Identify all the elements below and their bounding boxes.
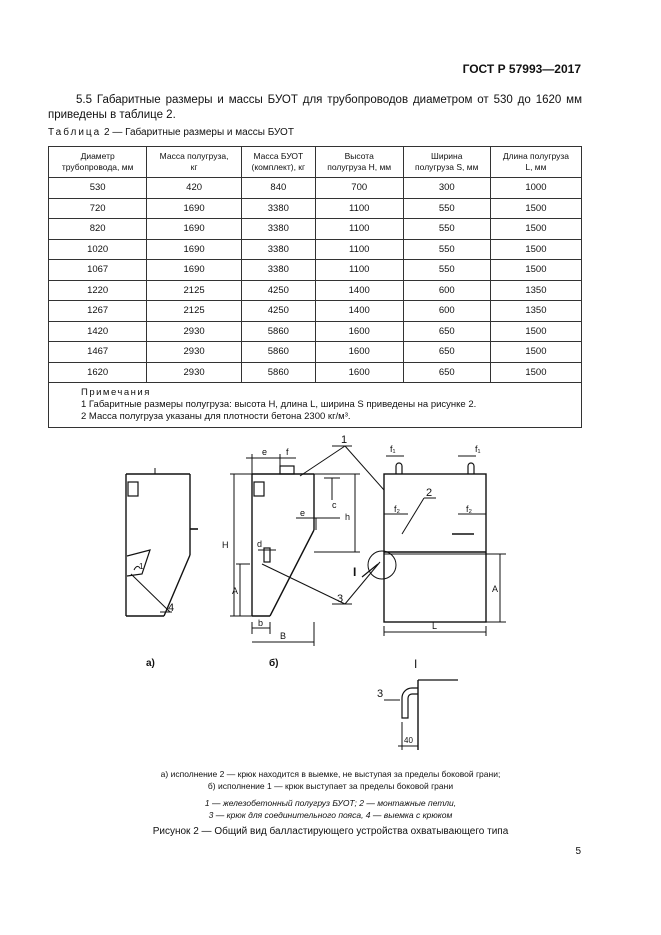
fig-dim-f2-left: f₂	[394, 504, 400, 514]
fig-dim-f2-right: f₂	[466, 504, 472, 514]
fig-dim-d: d	[257, 539, 263, 549]
note-2: 2 Масса полугруза указаны для плотности бетона 2300 кг/м³.	[81, 411, 351, 422]
intro-paragraph: 5.5 Габаритные размеры и массы БУОТ для трубопроводов диаметром от 530 до 1620 мм приведены в таблице 2.	[48, 94, 582, 121]
fig-dim-f: f	[286, 447, 289, 457]
fig-dim-H: H	[222, 540, 229, 550]
dimensions-table	[48, 146, 582, 428]
col-half-mass: Масса полугруза, кг	[147, 147, 242, 178]
caption-b: б) исполнение 1 — крюк выступает за пределы боковой грани	[207, 781, 454, 791]
fig-label-a: a)	[146, 658, 155, 669]
table-row: 1620 2930 5860 1600 650 1500	[49, 362, 582, 383]
table-row: 530 420 840 700 300 1000	[49, 178, 582, 199]
table-notes	[49, 383, 582, 428]
note-1: 1 Габаритные размеры полугруза: высота H, длина L, ширина S приведены на рисунке 2.	[81, 399, 477, 410]
table-row: 1420 2930 5860 1600 650 1500	[49, 321, 582, 342]
table-row: 1467 2930 5860 1600 650 1500	[49, 342, 582, 363]
figure-title: Рисунок 2 — Общий вид балластирующего устройства охватывающего типа	[152, 826, 509, 837]
fig-dim-h: h	[345, 512, 351, 522]
caption-legend-2: 3 — крюк для соединительного пояса, 4 — выемка с крюком	[208, 810, 453, 820]
table-header-row	[49, 147, 582, 178]
detail-I	[377, 657, 458, 750]
fig-label-4: 4	[168, 602, 175, 614]
notes-title: Примечания	[81, 387, 151, 398]
fig-dim-c: c	[332, 500, 337, 510]
col-length: Длина полугруза L, мм	[490, 147, 581, 178]
table-row: 720 1690 3380 1100 550 1500	[49, 198, 582, 219]
fig-dim-f1-right: f₁	[475, 444, 481, 454]
table-caption-prefix: Таблица	[48, 127, 102, 138]
fig-label-b: б)	[269, 658, 279, 669]
table-notes-row	[49, 383, 582, 428]
fig-label-I-callout: I	[353, 565, 357, 579]
fig-dim-A-right: A	[492, 584, 499, 594]
figure-2-drawing	[0, 430, 661, 760]
fig-dim-A: A	[232, 586, 239, 596]
fig-dim-e2: e	[300, 508, 306, 518]
fig-label-3-detail: 3	[377, 688, 384, 700]
col-diameter: Диаметр трубопровода, мм	[49, 147, 147, 178]
document-header: ГОСТ Р 57993—2017	[462, 62, 581, 76]
fig-dim-b: b	[258, 618, 264, 628]
col-width: Ширина полугруза S, мм	[403, 147, 490, 178]
view-b	[222, 447, 360, 669]
table-caption	[48, 127, 294, 138]
view-side	[353, 444, 506, 636]
fig-label-3: 3	[337, 593, 344, 605]
table-row: 1020 1690 3380 1100 550 1500	[49, 239, 582, 260]
fig-dim-40: 40	[404, 736, 413, 745]
fig-dim-f1-left: f₁	[390, 444, 396, 454]
caption-legend-1: 1 — железобетонный полугруз БУОТ; 2 — монтажные петли,	[204, 798, 457, 808]
fig-dim-e: e	[262, 447, 268, 457]
table-row: 820 1690 3380 1100 550 1500	[49, 219, 582, 240]
fig-label-1: 1	[341, 434, 348, 446]
col-height: Высота полугруза H, мм	[315, 147, 403, 178]
view-a	[126, 468, 198, 669]
table-row: 1267 2125 4250 1400 600 1350	[49, 301, 582, 322]
table-caption-text: 2 — Габаритные размеры и массы БУОТ	[104, 127, 294, 138]
caption-a: а) исполнение 2 — крюк находится в выемке, не выступая за пределы боковой грани;	[160, 769, 501, 779]
col-buot-mass: Масса БУОТ (комплект), кг	[241, 147, 315, 178]
fig-dim-L: L	[432, 621, 438, 631]
fig-label-I-detail: I	[414, 657, 418, 671]
page-number: 5	[575, 846, 581, 857]
table-row: 1067 1690 3380 1100 550 1500	[49, 260, 582, 281]
fig-label-1-small: 1	[139, 562, 144, 571]
fig-label-2: 2	[426, 487, 433, 499]
fig-dim-B: B	[280, 631, 287, 641]
table-row: 1220 2125 4250 1400 600 1350	[49, 280, 582, 301]
